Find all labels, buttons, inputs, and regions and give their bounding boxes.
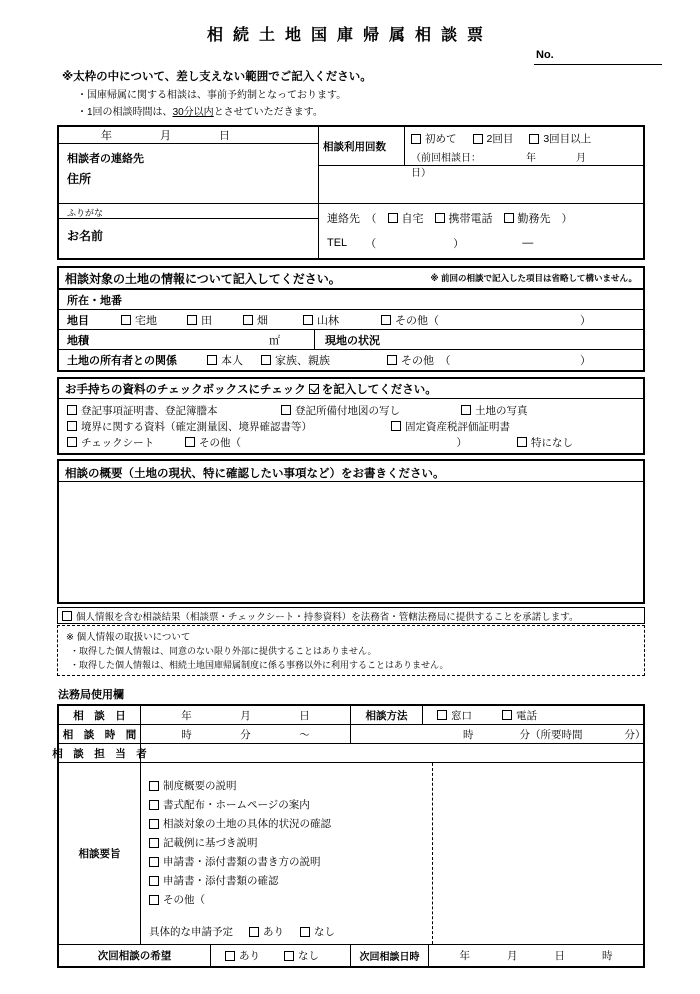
time-tilde: ～ bbox=[299, 728, 310, 741]
land-info-header bbox=[59, 268, 643, 290]
doc-option-other[interactable] bbox=[185, 435, 241, 450]
note-time-limit bbox=[77, 103, 700, 118]
next-hour-label: 時 bbox=[602, 950, 613, 962]
home-checkbox[interactable] bbox=[388, 213, 398, 223]
fill-date-line[interactable] bbox=[59, 127, 318, 144]
next-consult-datetime-label: 次回相談日時 bbox=[351, 945, 429, 966]
owner-other-close-paren: ） bbox=[580, 355, 591, 367]
consult-gist-label: 相談要旨 bbox=[59, 763, 141, 944]
application-writing-label: 申請書・添付書類の書き方の説明 bbox=[163, 856, 321, 868]
category-option-other[interactable] bbox=[381, 312, 439, 328]
note-time-pre: ・1回の相談時間は、 bbox=[77, 107, 173, 118]
gist-other-label: その他（ bbox=[163, 894, 205, 906]
forest-label: 山林 bbox=[317, 314, 339, 327]
usage-option-first[interactable] bbox=[411, 131, 457, 146]
location-row bbox=[59, 290, 643, 310]
documents-row-3 bbox=[59, 434, 643, 450]
registry-certificate-checkbox[interactable] bbox=[67, 405, 77, 415]
contact-option-home[interactable] bbox=[388, 210, 424, 226]
privacy-line-2: ・取得した個人情報は、相続土地国庫帰属制度に係る事務以外に利用することはありません。 bbox=[70, 660, 449, 670]
office-next-consult-row bbox=[59, 945, 643, 966]
work-checkbox[interactable] bbox=[504, 213, 514, 223]
summary-write-area[interactable] bbox=[59, 482, 643, 602]
usage-count-label: 相談利用回数 bbox=[319, 127, 405, 165]
owner-relation-row bbox=[59, 350, 643, 370]
category-option-rice-field[interactable] bbox=[187, 312, 243, 328]
category-other-close-paren: ） bbox=[580, 314, 591, 327]
next-consult-wish-label: 次回相談の希望 bbox=[59, 945, 211, 966]
usage-count-cell bbox=[319, 127, 643, 203]
application-plan-label: 具体的な申請予定 bbox=[149, 926, 233, 938]
phone-checkbox[interactable] bbox=[502, 710, 512, 720]
land-status-check-checkbox[interactable] bbox=[149, 819, 159, 829]
page-title: 相続土地国庫帰属相談票 bbox=[206, 27, 493, 44]
gist-option-overview[interactable] bbox=[149, 776, 432, 795]
category-option-field[interactable] bbox=[243, 312, 303, 328]
time-hour-label: 時 bbox=[181, 728, 192, 741]
office-consult-time-row bbox=[59, 725, 646, 744]
second-time-label: 2回目 bbox=[486, 133, 514, 145]
consult-date-write-area[interactable] bbox=[141, 706, 351, 724]
applicant-address-cell bbox=[59, 127, 319, 203]
note-main: ※太枠の中について、差し支えない範囲でご記入ください。 bbox=[62, 71, 372, 83]
documents-header bbox=[59, 379, 643, 399]
checksheet-checkbox[interactable] bbox=[67, 437, 77, 447]
consultation-summary-box bbox=[57, 459, 645, 604]
documents-box bbox=[57, 377, 645, 455]
gist-option-how-to-write[interactable] bbox=[149, 852, 432, 871]
name-label: お名前 bbox=[67, 229, 104, 243]
consult-gist-options bbox=[141, 763, 433, 944]
land-photo-label: 土地の写真 bbox=[475, 404, 528, 417]
doc-other-label: その他（ bbox=[199, 436, 241, 449]
gist-option-doc-check[interactable] bbox=[149, 871, 432, 890]
owner-option-family[interactable] bbox=[261, 352, 387, 368]
tel-number-blank[interactable]: （ ） bbox=[365, 238, 465, 250]
contact-option-work[interactable] bbox=[504, 210, 551, 226]
documents-rows bbox=[59, 399, 643, 453]
office-use-label: 法務局使用欄 bbox=[58, 689, 124, 701]
example-explanation-checkbox[interactable] bbox=[149, 838, 159, 848]
date-year-label: 年 bbox=[101, 130, 112, 142]
office-summary-row bbox=[59, 763, 643, 945]
apply-option-no[interactable] bbox=[300, 924, 335, 939]
field-label: 畑 bbox=[257, 314, 268, 327]
land-info-box bbox=[57, 266, 645, 372]
land-area-write-area[interactable] bbox=[113, 330, 269, 349]
site-condition-label: 現地の状況 bbox=[325, 334, 380, 347]
second-time-checkbox[interactable] bbox=[473, 134, 483, 144]
rice-field-checkbox[interactable] bbox=[187, 315, 197, 325]
land-area-row bbox=[59, 330, 643, 350]
category-option-forest[interactable] bbox=[303, 312, 381, 328]
usage-option-third[interactable] bbox=[529, 131, 591, 146]
doc-option-registry-cert[interactable] bbox=[67, 403, 281, 418]
land-info-note: ※ 前回の相談で記入した項目は省略して構いません。 bbox=[430, 273, 637, 283]
owner-relation-label: 土地の所有者との関係 bbox=[67, 355, 177, 367]
doc-none-label: 特になし bbox=[531, 436, 573, 449]
land-status-check-label: 相談対象の土地の具体的状況の確認 bbox=[163, 818, 331, 830]
contact-method-close-paren: ） bbox=[561, 213, 573, 225]
doc-option-registry-map[interactable] bbox=[281, 403, 461, 418]
owner-option-self[interactable] bbox=[207, 352, 261, 368]
tel-dash: ― bbox=[522, 237, 534, 249]
next-consult-datetime-write-area[interactable] bbox=[429, 945, 643, 966]
next-yes-label: あり bbox=[239, 950, 260, 962]
next-option-yes[interactable] bbox=[225, 948, 260, 963]
doc-other-close-paren: ） bbox=[456, 436, 467, 449]
rice-field-label: 田 bbox=[201, 314, 212, 327]
office-month-label: 月 bbox=[240, 709, 251, 722]
next-month-label: 月 bbox=[507, 950, 518, 962]
applicant-contact-label: 相談者の連絡先 bbox=[67, 153, 144, 165]
next-yes-checkbox[interactable] bbox=[225, 951, 235, 961]
documents-row-2 bbox=[59, 418, 643, 434]
date-day-label: 日 bbox=[219, 130, 230, 142]
note-time-underlined: 30分以内 bbox=[172, 107, 214, 118]
property-tax-certificate-checkbox[interactable] bbox=[391, 421, 401, 431]
gist-option-other[interactable] bbox=[149, 890, 432, 909]
office-use-table bbox=[52, 704, 646, 968]
office-day-label: 日 bbox=[299, 709, 310, 722]
usage-options bbox=[411, 131, 639, 146]
forms-homepage-checkbox[interactable] bbox=[149, 800, 159, 810]
field-checkbox[interactable] bbox=[243, 315, 253, 325]
tel-label: TEL bbox=[327, 237, 348, 249]
next-day-label: 日 bbox=[554, 950, 565, 962]
residential-land-label: 宅地 bbox=[135, 314, 157, 327]
checksheet-label: チェックシート bbox=[81, 436, 155, 449]
doc-none-checkbox[interactable] bbox=[517, 437, 527, 447]
next-option-no[interactable] bbox=[284, 948, 319, 963]
apply-no-label: なし bbox=[314, 926, 335, 938]
note-reservation: ・国庫帰属に関する相談は、事前予約制となっております。 bbox=[77, 90, 347, 101]
application-check-label: 申請書・添付書類の確認 bbox=[163, 875, 279, 887]
doc-option-tax-cert[interactable] bbox=[391, 419, 510, 434]
staff-label: 相 談 担 当 者 bbox=[59, 744, 141, 762]
summary-header: 相談の概要（土地の現状、特に確認したい事項など）をお書きください。 bbox=[59, 461, 643, 482]
residential-land-checkbox[interactable] bbox=[121, 315, 131, 325]
privacy-line-1: ・取得した個人情報は、同意のない限り外部に提供することはありません。 bbox=[70, 646, 377, 656]
window-checkbox[interactable] bbox=[437, 710, 447, 720]
instruction-notes bbox=[62, 68, 700, 118]
office-consult-date-row bbox=[59, 706, 643, 725]
apply-yes-checkbox[interactable] bbox=[249, 927, 259, 937]
method-option-window[interactable] bbox=[437, 708, 472, 723]
applicant-row-2 bbox=[59, 203, 643, 258]
contact-method-line bbox=[327, 210, 643, 226]
method-option-phone[interactable] bbox=[502, 708, 537, 723]
contact-option-mobile[interactable] bbox=[435, 210, 493, 226]
property-tax-certificate-label: 固定資産税評価証明書 bbox=[405, 420, 510, 433]
next-consult-options bbox=[211, 945, 351, 966]
gist-option-example[interactable] bbox=[149, 833, 432, 852]
example-explanation-label: 記載例に基づき説明 bbox=[163, 837, 258, 849]
time-hour2-label: 時 bbox=[463, 728, 474, 741]
owner-family-checkbox[interactable] bbox=[261, 355, 271, 365]
location-label: 所在・地番 bbox=[67, 294, 122, 307]
forest-checkbox[interactable] bbox=[303, 315, 313, 325]
consult-time-start-area[interactable] bbox=[141, 725, 351, 743]
apply-option-yes[interactable] bbox=[249, 924, 284, 939]
forms-homepage-label: 書式配布・ホームページの案内 bbox=[163, 799, 310, 811]
application-writing-checkbox[interactable] bbox=[149, 857, 159, 867]
application-plan-line bbox=[149, 924, 432, 939]
registry-certificate-label: 登記事項証明書、登記簿謄本 bbox=[81, 404, 218, 417]
registry-map-checkbox[interactable] bbox=[281, 405, 291, 415]
usage-count-body bbox=[405, 127, 643, 179]
address-label: 住所 bbox=[67, 172, 92, 186]
time-minute2-label: 分（所要時間 分） bbox=[519, 728, 646, 741]
land-category-label: 地目 bbox=[67, 314, 89, 327]
land-info-title: 相談対象の土地の情報について記入してください。 bbox=[65, 271, 341, 286]
consent-row bbox=[57, 607, 645, 624]
system-overview-label: 制度概要の説明 bbox=[163, 780, 237, 792]
gist-other-checkbox[interactable] bbox=[149, 895, 159, 905]
checked-checkbox-icon bbox=[309, 384, 319, 394]
documents-row-1 bbox=[59, 402, 643, 418]
boundary-documents-label: 境界に関する資料（確定測量図、境界確認書等） bbox=[81, 420, 312, 433]
category-other-label: その他（ bbox=[395, 314, 439, 327]
staff-write-area[interactable] bbox=[141, 744, 643, 762]
apply-no-checkbox[interactable] bbox=[300, 927, 310, 937]
owner-self-checkbox[interactable] bbox=[207, 355, 217, 365]
time-minute-label: 分 bbox=[240, 728, 251, 741]
next-no-label: なし bbox=[298, 950, 319, 962]
owner-other-checkbox[interactable] bbox=[387, 355, 397, 365]
category-option-residential[interactable] bbox=[121, 312, 187, 328]
consent-checkbox[interactable] bbox=[62, 611, 72, 621]
first-time-label: 初めて bbox=[425, 133, 457, 145]
previous-consult-date-line[interactable]: （前回相談日： 年 月 日） bbox=[411, 153, 626, 179]
next-year-label: 年 bbox=[459, 950, 470, 962]
usage-count-block bbox=[319, 127, 643, 179]
consult-method-label: 相談方法 bbox=[351, 706, 423, 724]
no-label: No. bbox=[536, 49, 554, 61]
square-meter-unit: ㎡ bbox=[269, 334, 280, 347]
gist-option-forms[interactable] bbox=[149, 795, 432, 814]
office-year-label: 年 bbox=[181, 709, 192, 722]
contact-method-cell bbox=[319, 204, 643, 258]
contact-method-label: 連絡先 （ bbox=[327, 213, 377, 225]
consult-time-end-area[interactable] bbox=[351, 725, 646, 743]
apply-yes-label: あり bbox=[263, 926, 284, 938]
date-month-label: 月 bbox=[160, 130, 171, 142]
owner-self-label: 本人 bbox=[221, 355, 243, 367]
next-no-checkbox[interactable] bbox=[284, 951, 294, 961]
doc-option-checksheet[interactable] bbox=[67, 435, 185, 450]
owner-other-label: その他 （ bbox=[401, 355, 451, 367]
third-time-label: 3回目以上 bbox=[543, 133, 592, 145]
note-time-post: とさせていただきます。 bbox=[213, 107, 323, 118]
office-staff-row bbox=[52, 744, 643, 763]
gist-option-land-status[interactable] bbox=[149, 814, 432, 833]
home-label: 自宅 bbox=[401, 213, 424, 225]
doc-option-none[interactable] bbox=[517, 435, 573, 450]
mobile-phone-checkbox[interactable] bbox=[435, 213, 445, 223]
privacy-title: ※ 個人情報の取扱いについて bbox=[66, 632, 191, 643]
land-category-row bbox=[59, 310, 643, 330]
consult-method-options bbox=[423, 706, 643, 724]
address-write-area[interactable] bbox=[319, 166, 643, 203]
documents-header-pre: お手持ちの資料のチェックボックスにチェック bbox=[65, 383, 306, 396]
tel-line[interactable] bbox=[327, 235, 643, 251]
phone-label: 電話 bbox=[516, 709, 537, 722]
applicant-row-1 bbox=[59, 127, 643, 203]
site-condition-cell[interactable] bbox=[314, 330, 643, 349]
consult-date-label: 相 談 日 bbox=[59, 706, 141, 724]
registry-map-label: 登記所備付地図の写し bbox=[295, 404, 400, 417]
doc-option-land-photo[interactable] bbox=[461, 403, 528, 418]
application-check-checkbox[interactable] bbox=[149, 876, 159, 886]
owner-option-other[interactable] bbox=[387, 352, 451, 368]
window-label: 窓口 bbox=[451, 709, 472, 722]
name-cell bbox=[59, 204, 319, 258]
privacy-notes-box bbox=[57, 625, 645, 676]
work-label: 勤務先 bbox=[517, 213, 551, 225]
boundary-documents-checkbox[interactable] bbox=[67, 421, 77, 431]
no-field[interactable] bbox=[534, 49, 662, 65]
doc-other-checkbox[interactable] bbox=[185, 437, 195, 447]
doc-option-boundary[interactable] bbox=[67, 419, 391, 434]
consult-time-label: 相 談 時 間 bbox=[59, 725, 141, 743]
land-area-label: 地積 bbox=[67, 334, 89, 347]
system-overview-checkbox[interactable] bbox=[149, 781, 159, 791]
furigana-label: ふりがな bbox=[59, 204, 318, 219]
documents-header-post: を記入してください。 bbox=[321, 383, 437, 396]
category-other-checkbox[interactable] bbox=[381, 315, 391, 325]
mobile-phone-label: 携帯電話 bbox=[448, 213, 493, 225]
gist-notes-write-area[interactable] bbox=[433, 763, 643, 944]
consent-text: 個人情報を含む相談結果（相談票・チェックシート・持参資料）を法務省・管轄法務局に提供することを承諾します。 bbox=[76, 611, 579, 623]
owner-family-label: 家族、親族 bbox=[275, 355, 330, 367]
usage-option-second[interactable] bbox=[473, 131, 514, 146]
applicant-box bbox=[57, 125, 645, 260]
land-photo-checkbox[interactable] bbox=[461, 405, 471, 415]
first-time-checkbox[interactable] bbox=[411, 134, 421, 144]
third-time-checkbox[interactable] bbox=[529, 134, 539, 144]
